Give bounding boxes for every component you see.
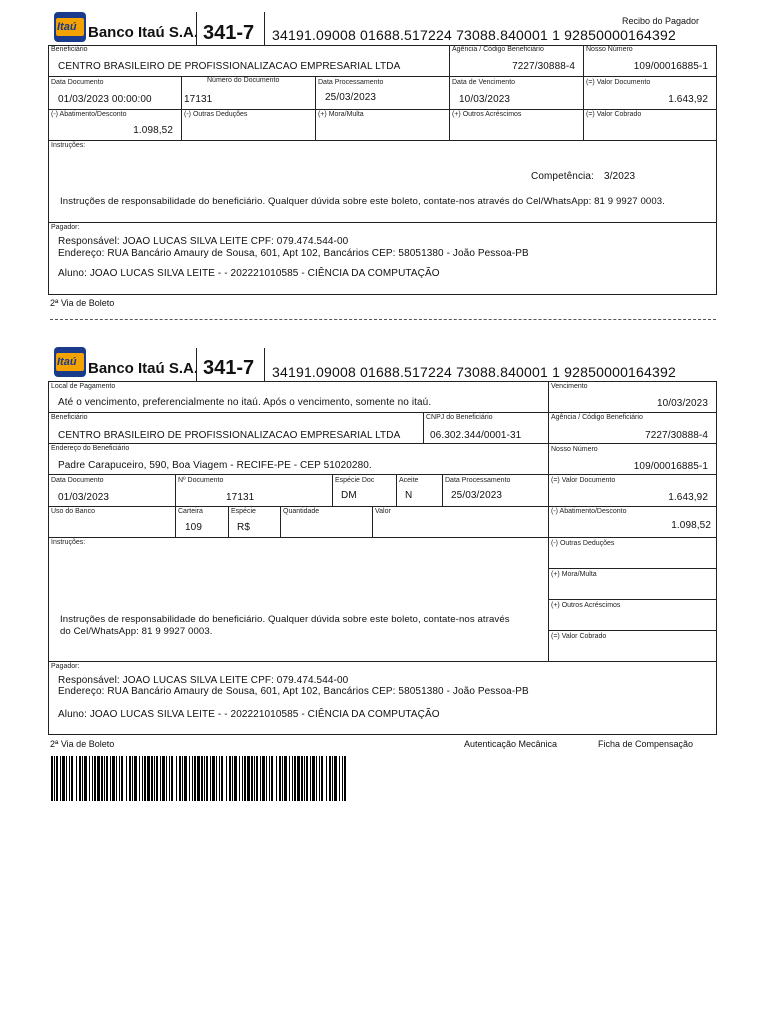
label-local-pagamento: Local de Pagamento — [51, 383, 116, 390]
label-carteira: Carteira — [178, 508, 203, 515]
label-cnpj: CNPJ do Beneficiário — [426, 414, 493, 421]
value-competencia: 3/2023 — [604, 171, 636, 182]
label-beneficiario: Beneficiário — [51, 414, 88, 421]
value-data-processamento: 25/03/2023 — [325, 92, 377, 103]
ficha-compensacao-label: Ficha de Compensação — [598, 739, 694, 749]
pagador-endereco: Endereço: RUA Bancário Amaury de Sousa, 601, Apt 102, Bancários CEP: 58051380 - João Pessoa-PB — [58, 248, 529, 259]
instructions-text: Instruções de responsabilidade do beneficiário. Qualquer dúvida sobre este boleto, contate-nos através do Cel/WhatsApp: 81 9 9927 0003. — [60, 196, 665, 207]
value-valor-documento: 1.643,92 — [668, 492, 708, 503]
value-especie-doc: DM — [341, 490, 357, 501]
label-instrucoes: Instruções: — [51, 539, 86, 546]
value-numero-documento: 17131 — [226, 492, 255, 503]
instructions-line-1: Instruções de responsabilidade do beneficiário. Qualquer dúvida sobre este boleto, contate-nos através — [60, 614, 510, 625]
label-data-documento: Data Documento — [51, 477, 104, 484]
label-outros-acrescimos: (+) Outros Acréscimos — [452, 111, 522, 118]
pagador-endereco: Endereço: RUA Bancário Amaury de Sousa, 601, Apt 102, Bancários CEP: 58051380 - João Pessoa-PB — [58, 686, 529, 697]
value-agencia: 7227/30888-4 — [645, 430, 708, 441]
label-data-vencimento: Data de Vencimento — [452, 79, 516, 86]
via-label: 2ª Via de Boleto — [50, 739, 115, 749]
label-numero-documento: Número do Documento — [207, 77, 280, 84]
label-valor: Valor — [375, 508, 391, 515]
barcode — [51, 756, 348, 801]
label-data-documento: Data Documento — [51, 79, 104, 86]
itau-logo: Itaú — [54, 347, 86, 377]
value-numero-documento: 17131 — [184, 94, 213, 105]
value-cnpj: 06.302.344/0001-31 — [430, 430, 522, 441]
cut-line — [50, 319, 716, 320]
value-especie: R$ — [237, 522, 250, 533]
label-uso-banco: Uso do Banco — [51, 508, 95, 515]
value-valor-documento: 1.643,92 — [668, 94, 708, 105]
value-aceite: N — [405, 490, 413, 501]
label-vencimento: Vencimento — [551, 383, 588, 390]
value-data-vencimento: 10/03/2023 — [459, 94, 511, 105]
itau-logo: Itaú — [54, 12, 86, 42]
value-carteira: 109 — [185, 522, 202, 533]
label-valor-cobrado: (=) Valor Cobrado — [551, 633, 607, 640]
value-vencimento: 10/03/2023 — [656, 398, 708, 409]
bank-name: Banco Itaú S.A. — [88, 360, 199, 377]
label-especie: Espécie — [231, 508, 256, 515]
autenticacao-label: Autenticação Mecânica — [464, 739, 558, 749]
pagador-responsavel: Responsável: JOAO LUCAS SILVA LEITE CPF: 079.474.544-00 — [58, 236, 349, 247]
label-valor-documento: (=) Valor Documento — [586, 79, 651, 86]
label-valor-cobrado: (=) Valor Cobrado — [586, 111, 642, 118]
label-agencia: Agência / Código Beneficiário — [452, 46, 544, 53]
bank-code: 341-7 — [203, 357, 255, 379]
value-endereco: Padre Carapuceiro, 590, Boa Viagem - RECIFE-PE - CEP 51020280. — [58, 460, 372, 471]
value-nosso-numero: 109/00016885-1 — [633, 61, 708, 72]
label-aceite: Aceite — [399, 477, 419, 484]
label-beneficiario: Beneficiário — [51, 46, 88, 53]
label-valor-documento: (=) Valor Documento — [551, 477, 616, 484]
label-competencia: Competência: — [531, 171, 594, 182]
value-data-processamento: 25/03/2023 — [451, 490, 503, 501]
label-pagador: Pagador: — [51, 663, 80, 670]
label-nosso-numero: Nosso Número — [551, 446, 598, 453]
instructions-line-2: do Cel/WhatsApp: 81 9 9927 0003. — [60, 626, 213, 637]
value-beneficiario: CENTRO BRASILEIRO DE PROFISSIONALIZACAO EMPRESARIAL LTDA — [58, 61, 401, 72]
value-abatimento: 1.098,52 — [133, 125, 173, 136]
label-outras-deducoes: (-) Outras Deduções — [551, 540, 615, 547]
value-local-pagamento: Até o vencimento, preferencialmente no itaú. Após o vencimento, somente no itaú. — [58, 397, 432, 408]
label-agencia: Agência / Código Beneficiário — [551, 414, 643, 421]
label-numero-documento: Nº Documento — [178, 477, 224, 484]
label-quantidade: Quantidade — [283, 508, 320, 515]
label-data-processamento: Data Processamento — [445, 477, 511, 484]
pagador-aluno: Aluno: JOAO LUCAS SILVA LEITE - - 202221010585 - CIÊNCIA DA COMPUTAÇÃO — [58, 268, 440, 279]
label-endereco: Endereço do Beneficiário — [51, 445, 130, 452]
label-data-processamento: Data Processamento — [318, 79, 384, 86]
label-pagador: Pagador: — [51, 224, 80, 231]
label-abatimento: (-) Abatimento/Desconto — [551, 508, 627, 515]
value-data-documento: 01/03/2023 — [58, 492, 110, 503]
label-mora: (+) Mora/Multa — [551, 571, 597, 578]
label-mora: (+) Mora/Multa — [318, 111, 364, 118]
receipt-title: Recibo do Pagador — [622, 16, 700, 26]
pagador-responsavel: Responsável: JOAO LUCAS SILVA LEITE CPF: 079.474.544-00 — [58, 675, 349, 686]
label-especie-doc: Espécie Doc — [335, 477, 375, 484]
value-agencia: 7227/30888-4 — [512, 61, 575, 72]
value-abatimento: 1.098,52 — [671, 520, 711, 531]
label-nosso-numero: Nosso Número — [586, 46, 633, 53]
value-data-documento: 01/03/2023 00:00:00 — [58, 94, 152, 105]
value-nosso-numero: 109/00016885-1 — [633, 461, 708, 472]
via-label: 2ª Via de Boleto — [50, 298, 115, 308]
label-outros-acrescimos: (+) Outros Acréscimos — [551, 602, 621, 609]
digitable-line: 34191.09008 01688.517224 73088.840001 1 92850000164392 — [272, 27, 676, 43]
bank-name: Banco Itaú S.A. — [88, 24, 199, 41]
digitable-line: 34191.09008 01688.517224 73088.840001 1 92850000164392 — [272, 364, 676, 380]
bank-code: 341-7 — [203, 22, 255, 44]
label-abatimento: (-) Abatimento/Desconto — [51, 111, 127, 118]
label-outras-deducoes: (-) Outras Deduções — [184, 111, 248, 118]
label-instrucoes: Instruções: — [51, 142, 86, 149]
value-beneficiario: CENTRO BRASILEIRO DE PROFISSIONALIZACAO EMPRESARIAL LTDA — [58, 430, 401, 441]
pagador-aluno: Aluno: JOAO LUCAS SILVA LEITE - - 202221010585 - CIÊNCIA DA COMPUTAÇÃO — [58, 709, 440, 720]
